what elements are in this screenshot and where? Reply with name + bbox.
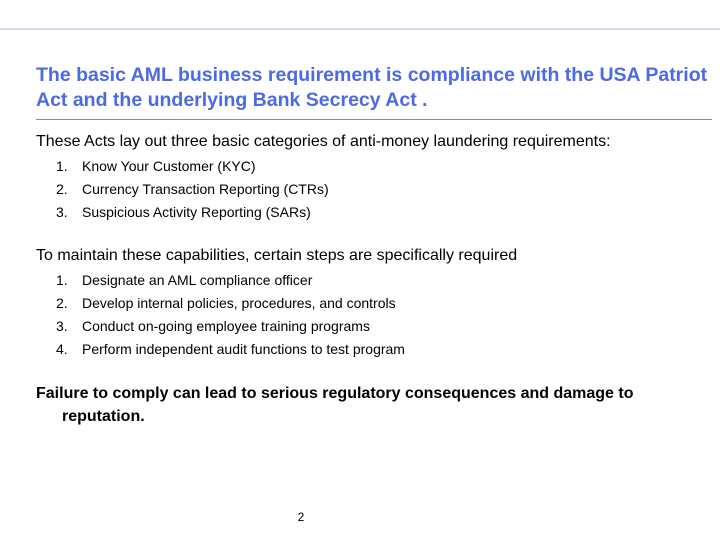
page-number: 2 bbox=[297, 510, 305, 524]
list-item-text: Know Your Customer (KYC) bbox=[82, 158, 256, 174]
requirements-intro: These Acts lay out three basic categories of anti-money laundering requirements: bbox=[36, 133, 611, 150]
list-item bbox=[36, 155, 712, 178]
list-item-number: 1. bbox=[56, 272, 68, 288]
list-item bbox=[36, 178, 712, 201]
list-item bbox=[36, 201, 712, 224]
list-item-text: Develop internal policies, procedures, and controls bbox=[82, 295, 396, 311]
steps-intro: To maintain these capabilities, certain steps are specifically required bbox=[36, 247, 518, 264]
list-item-number: 2. bbox=[56, 295, 68, 311]
compliance-warning: Failure to comply can lead to serious regulatory consequences and damage to reputation. bbox=[36, 385, 634, 425]
list-item-number: 4. bbox=[56, 341, 68, 357]
list-item bbox=[36, 292, 712, 315]
spacer bbox=[36, 361, 712, 382]
list-item-number: 3. bbox=[56, 318, 68, 334]
list-item bbox=[36, 338, 712, 361]
list-item-number: 3. bbox=[56, 204, 68, 220]
steps-list bbox=[36, 269, 712, 361]
list-item-number: 1. bbox=[56, 158, 68, 174]
list-item bbox=[36, 315, 712, 338]
slide-body bbox=[36, 130, 712, 428]
list-item-text: Suspicious Activity Reporting (SARs) bbox=[82, 204, 311, 220]
list-item-number: 2. bbox=[56, 181, 68, 197]
title-divider bbox=[36, 119, 712, 120]
spacer bbox=[36, 224, 712, 244]
list-item-text: Conduct on-going employee training programs bbox=[82, 318, 370, 334]
slide-title: The basic AML business requirement is compliance with the USA Patriot Act and the underlying Bank Secrecy Act . bbox=[36, 64, 708, 111]
list-item-text: Designate an AML compliance officer bbox=[82, 272, 313, 288]
list-item-text: Perform independent audit functions to test program bbox=[82, 341, 405, 357]
requirements-list bbox=[36, 155, 712, 224]
list-item-text: Currency Transaction Reporting (CTRs) bbox=[82, 181, 329, 197]
list-item bbox=[36, 269, 712, 292]
top-divider bbox=[0, 28, 720, 30]
